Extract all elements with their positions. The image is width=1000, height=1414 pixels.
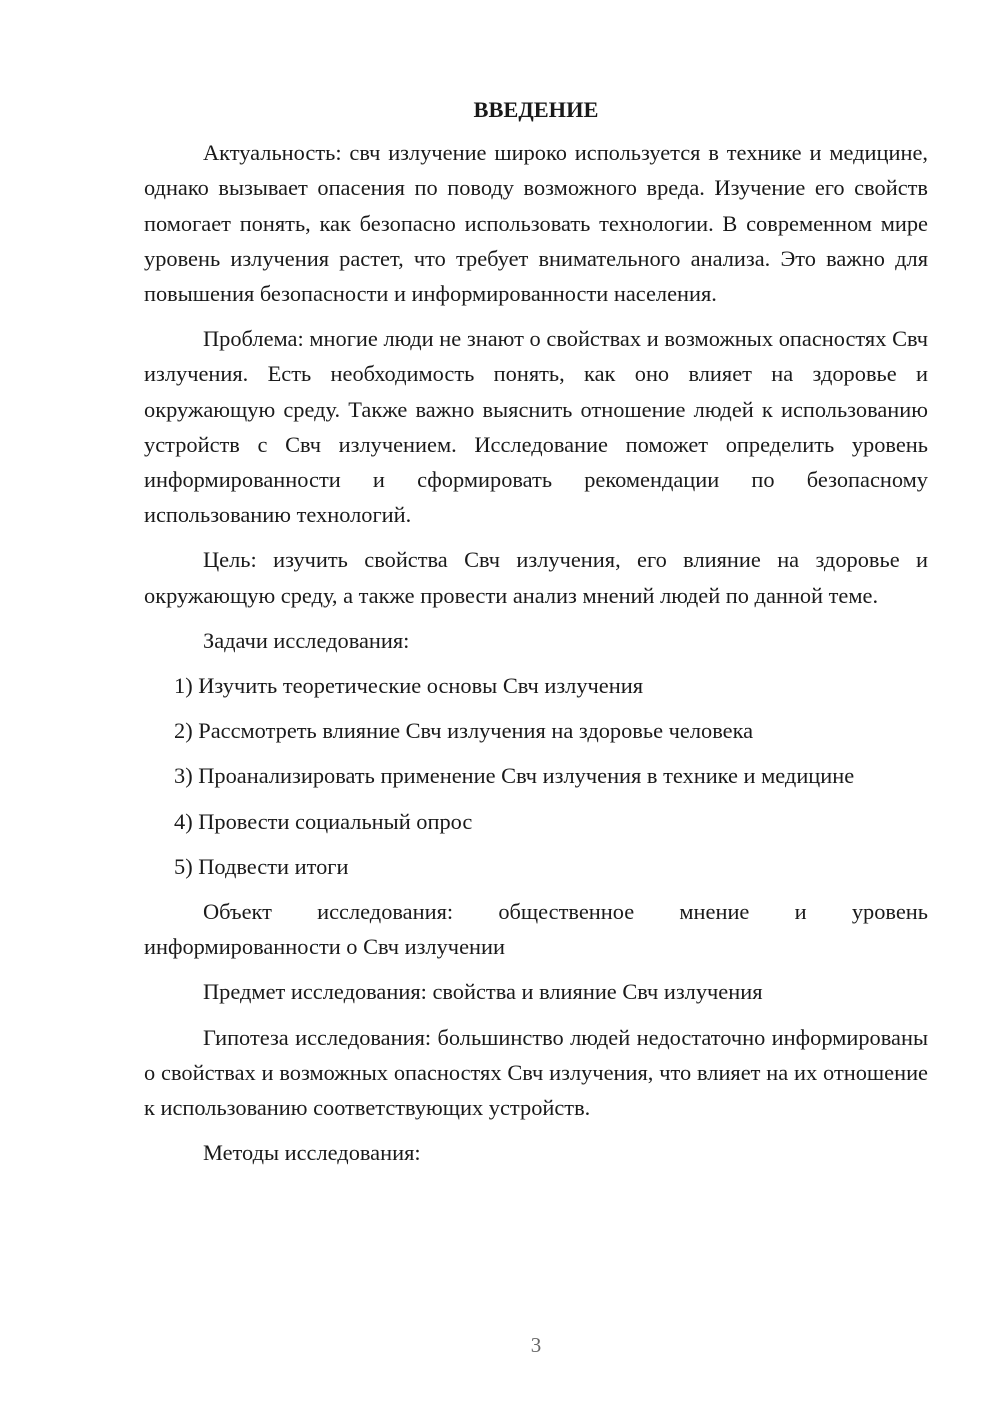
paragraph-methods-heading: Методы исследования:	[203, 1140, 421, 1166]
paragraph-relevance: Актуальность: свч излучение широко используется в технике и медицине, однако вызывает опасения по поводу возможного вреда. Изучение его свойств помогает понять, как безопасно использовать технологии. В современном мире уровень излучения растет, что требует внимательного анализа. Это важно для повышения безопасности и информированности населения.	[144, 140, 928, 307]
list-item: 1) Изучить теоретические основы Свч излучения	[174, 673, 643, 699]
list-item: 4) Провести социальный опрос	[174, 808, 473, 834]
list-item: 5) Подвести итоги	[174, 853, 349, 879]
paragraph-problem: Проблема: многие люди не знают о свойствах и возможных опасностях Свч излучения. Есть необходимость понять, как оно влияет на здоровье и окружающую среду. Также важно выяснить отношение людей к использованию устройств с Свч излучением. Исследование поможет определить уровень информированности и сформировать рекомендации по безопасному использованию технологий.	[144, 326, 928, 528]
tasks-list	[144, 668, 928, 884]
paragraph-goal: Цель: изучить свойства Свч излучения, его влияние на здоровье и окружающую среду, а также провести анализ мнений людей по данной теме.	[144, 547, 928, 608]
paragraph-hypothesis: Гипотеза исследования: большинство людей недостаточно информированы о свойствах и возможных опасностях Свч излучения, что влияет на их отношение к использованию соответствующих устройств.	[144, 1024, 928, 1121]
paragraph-tasks-heading: Задачи исследования:	[203, 627, 410, 653]
list-item: 2) Рассмотреть влияние Свч излучения на здоровье человека	[174, 718, 754, 744]
document-body	[144, 92, 928, 1180]
paragraph-object: Объект исследования: общественное мнение и уровень информированности о Свч излучении	[144, 899, 928, 960]
page-number: 3	[530, 1333, 542, 1357]
section-title: ВВЕДЕНИЕ	[473, 97, 599, 122]
list-item: 3) Проанализировать применение Свч излучения в технике и медицине	[174, 763, 855, 789]
paragraph-subject: Предмет исследования: свойства и влияние Свч излучения	[203, 979, 763, 1005]
